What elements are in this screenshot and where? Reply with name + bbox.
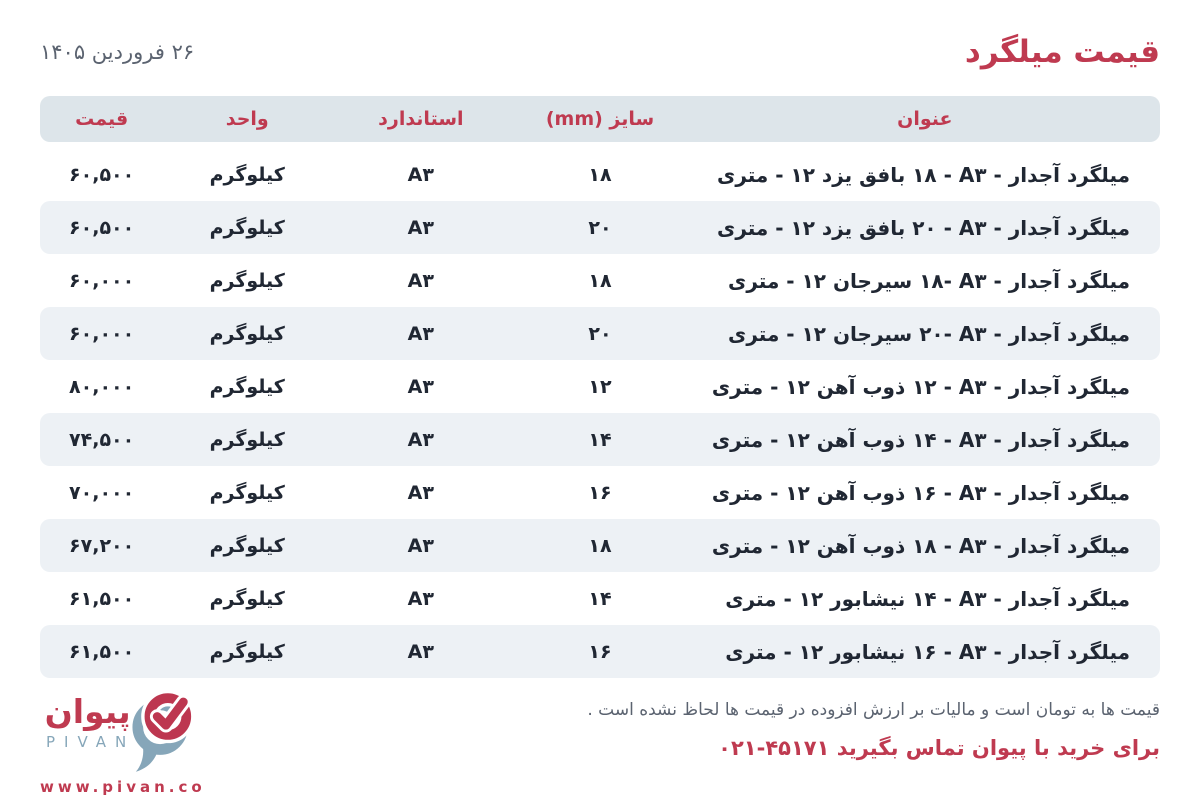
table-row: [40, 466, 1160, 519]
cell-standard: A۳: [407, 163, 434, 186]
cell-price: ۶۰,۰۰۰: [69, 322, 135, 345]
cell-price: ۸۰,۰۰۰: [69, 375, 135, 398]
cell-unit: کیلوگرم: [209, 322, 285, 345]
pivan-logo-latin-name: PIVAN: [46, 733, 136, 752]
cell-size: ۱۶: [588, 481, 612, 504]
footer-text: [587, 690, 1160, 760]
top-bar: [0, 0, 1200, 70]
cell-size: ۱۶: [588, 640, 612, 663]
cell-title: میلگرد آجدار - A۳ ‏- ۱۶ نیشابور ۱۲ - متری: [725, 639, 1130, 664]
cell-size: ۱۲: [588, 375, 612, 398]
cell-unit: کیلوگرم: [209, 428, 285, 451]
cell-title: میلگرد آجدار - A۳ ‏- ۱۲ ذوب آهن ۱۲ - متری: [711, 374, 1130, 399]
cell-title: میلگرد آجدار - A۳ ‏-۱۸ سیرجان ۱۲ - متری: [728, 268, 1130, 293]
cell-standard: A۳: [407, 640, 434, 663]
cell-unit: کیلوگرم: [209, 587, 285, 610]
cell-standard: A۳: [407, 534, 434, 557]
footer: [40, 690, 1160, 796]
cell-title: میلگرد آجدار - A۳ ‏- ۱۶ ذوب آهن ۱۲ - متری: [711, 480, 1130, 505]
table-row: [40, 625, 1160, 678]
price-table: [40, 96, 1160, 678]
cell-standard: A۳: [407, 322, 434, 345]
cell-unit: کیلوگرم: [209, 216, 285, 239]
cell-unit: کیلوگرم: [209, 163, 285, 186]
price-disclaimer: قیمت ها به تومان است و مالیات بر ارزش افزوده در قیمت ها لحاظ نشده است .: [587, 700, 1160, 720]
cell-title: میلگرد آجدار - A۳ ‏- ۲۰ بافق یزد ۱۲ - متری: [717, 215, 1130, 240]
table-row: [40, 307, 1160, 360]
cell-title: میلگرد آجدار - A۳ ‏-۲۰ سیرجان ۱۲ - متری: [728, 321, 1130, 346]
cell-title: میلگرد آجدار - A۳ ‏- ۱۸ ذوب آهن ۱۲ - متری: [711, 533, 1130, 558]
page-date: ۲۶ فروردین ۱۴۰۵: [40, 40, 195, 64]
page-title: قیمت میلگرد: [964, 34, 1160, 70]
cell-standard: A۳: [407, 587, 434, 610]
cell-size: ۲۰: [588, 322, 612, 345]
cell-standard: A۳: [407, 481, 434, 504]
header-price: قیمت: [75, 108, 129, 130]
cell-price: ۶۰,۵۰۰: [69, 216, 135, 239]
cell-standard: A۳: [407, 269, 434, 292]
cell-price: ۶۰,۵۰۰: [69, 163, 135, 186]
cell-size: ۱۴: [588, 428, 612, 451]
cell-size: ۱۸: [588, 163, 612, 186]
cell-unit: کیلوگرم: [209, 375, 285, 398]
cell-price: ۶۱,۵۰۰: [69, 640, 135, 663]
table-row: [40, 360, 1160, 413]
header-title: عنوان: [897, 108, 953, 130]
table-row: [40, 572, 1160, 625]
cell-title: میلگرد آجدار - A۳ ‏- ۱۴ ذوب آهن ۱۲ - متری: [711, 427, 1130, 452]
pivan-logo-names: [40, 694, 135, 751]
cell-title: میلگرد آجدار - A۳ ‏- ۱۸ بافق یزد ۱۲ - متری: [717, 162, 1130, 187]
cell-unit: کیلوگرم: [209, 640, 285, 663]
table-row: [40, 254, 1160, 307]
cell-size: ۱۸: [588, 269, 612, 292]
contact-line: برای خرید با پیوان تماس بگیرید ۴۵۱۷۱-۰۲۱: [718, 736, 1160, 760]
header-standard: استاندارد: [378, 108, 464, 130]
checkmark-bubble-icon: [131, 690, 195, 776]
cell-standard: A۳: [407, 428, 434, 451]
cell-unit: کیلوگرم: [209, 269, 285, 292]
table-row: [40, 413, 1160, 466]
pivan-logo-url: www.pivan.co: [40, 778, 206, 796]
cell-size: ۱۸: [588, 534, 612, 557]
cell-size: ۱۴: [588, 587, 612, 610]
pivan-logo-persian-name: پیوان: [44, 692, 131, 731]
table-row: [40, 201, 1160, 254]
pivan-logo: [40, 690, 252, 796]
pivan-logo-top: [40, 690, 252, 776]
table-row: [40, 519, 1160, 572]
cell-price: ۶۷,۲۰۰: [69, 534, 135, 557]
cell-price: ۷۴,۵۰۰: [69, 428, 135, 451]
header-size: سایز (mm): [545, 108, 655, 130]
cell-size: ۲۰: [588, 216, 612, 239]
cell-standard: A۳: [407, 216, 434, 239]
table-row: [40, 148, 1160, 201]
cell-title: میلگرد آجدار - A۳ ‏- ۱۴ نیشابور ۱۲ - متری: [725, 586, 1130, 611]
cell-standard: A۳: [407, 375, 434, 398]
cell-price: ۶۱,۵۰۰: [69, 587, 135, 610]
cell-unit: کیلوگرم: [209, 481, 285, 504]
cell-price: ۷۰,۰۰۰: [69, 481, 135, 504]
cell-price: ۶۰,۰۰۰: [69, 269, 135, 292]
header-unit: واحد: [225, 108, 269, 130]
cell-unit: کیلوگرم: [209, 534, 285, 557]
table-header-row: [40, 96, 1160, 142]
